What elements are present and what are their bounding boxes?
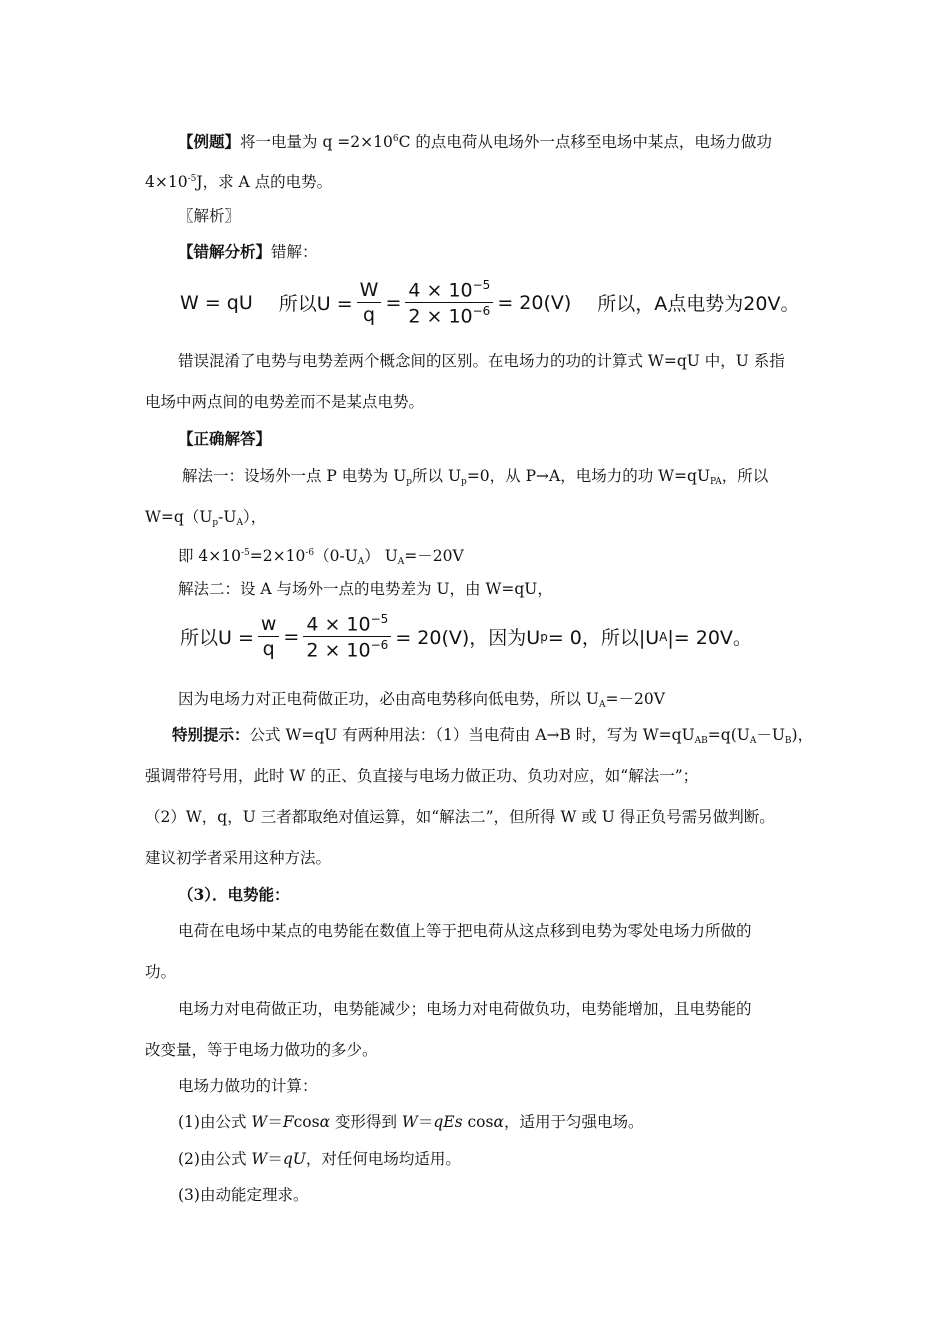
fraction-values-2: $\frac{4 \times 10^{-5}}{2 \times 10^{-6}}$ [303, 612, 391, 662]
fraction-w-over-q-2: $\frac{w}{q}$ [258, 613, 280, 660]
example-line-1: 【例题】将一电量为 $q =2\times 10^6C$ 的点电荷从电场外一点移至电场中某点，电场力做功 [178, 132, 772, 151]
special-tip-line-1: 特别提示：公式 W=qU 有两种用法：（1）当电荷由 A→B 时，写为 $W=qU_{AB}=q(U_A-U_B)$， [172, 725, 814, 746]
method2-line: 解法二：设 A 与场外一点的电势差为 U，由 W=qU， [178, 580, 553, 598]
wrong-solution-equation: W = qU 所以U = $\frac{W}{q}$ = $\frac{4 \times 10^{-5}}{2 \times 10^{-6}}$ = 20(V) 所以，A点电势为20V。 [180, 278, 800, 328]
example-title: 【例题】 [178, 132, 241, 151]
analysis-label: 〖解析〗 [178, 207, 241, 225]
fraction-values: $\frac{4 \times 10^{-5}}{2 \times 10^{-6}}$ [405, 278, 493, 328]
section3-change-line-2: 改变量，等于电场力做功的多少。 [145, 1041, 378, 1059]
example-line-2: $4\times 10^{-5}J$，求 A 点的电势。 [145, 173, 333, 191]
because-line: 因为电场力对正电荷做正功，必由高电势移向低电势，所以 $U_A=-20V$ [178, 690, 665, 710]
calc-title: 电场力做功的计算： [178, 1077, 318, 1095]
method1-line-1: 解法一：设场外一点 P 电势为 $U_p$所以 $U_p=0$，从 P→A，电场力的功 $W=qU_{PA}$，所以 [182, 467, 769, 487]
special-tip-line-3: （2）W，q，U 三者都取绝对值运算，如“解法二”，但所得 W 或 U 得正负号需另做判断。 [145, 808, 775, 826]
fraction-w-over-q: $\frac{W}{q}$ [357, 279, 382, 326]
calc-item-2: (2)由公式 W＝qU，对任何电场均适用。 [178, 1150, 461, 1168]
section3-title: （3）．电势能： [178, 885, 290, 904]
error-explain-line-1: 错误混淆了电势与电势差两个概念间的区别。在电场力的功的计算式 W=qU 中，U 系指 [178, 352, 785, 370]
error-analysis-line: 【错解分析】错解： [178, 242, 318, 261]
special-tip-line-4: 建议初学者采用这种方法。 [145, 849, 332, 867]
error-explain-line-2: 电场中两点间的电势差而不是某点电势。 [145, 393, 425, 411]
calc-item-1: (1)由公式 W＝Fcosα 变形得到 W＝qEs cosα，适用于匀强电场。 [178, 1113, 644, 1131]
method1-line-3: 即 $4\times 10^{-5}=2\times 10^{-6}(0-U_A)$ $U_A=-20V$ [178, 547, 464, 567]
section3-def-line-2: 功。 [145, 963, 177, 981]
special-tip-label: 特别提示： [172, 725, 250, 744]
method1-line-2: $W=q(U_p-U_A)$， [145, 508, 267, 528]
special-tip-line-2: 强调带符号用，此时 W 的正、负直接与电场力做正功、负功对应，如“解法一”； [145, 767, 699, 785]
correct-answer-label: 【正确解答】 [178, 429, 272, 448]
error-analysis-label: 【错解分析】 [178, 242, 272, 261]
correct-solution-equation: 所以U = $\frac{w}{q}$ = $\frac{4 \times 10^{-5}}{2 \times 10^{-6}}$ = 20(V)，因为U p = 0，所以|U A |= 20V。 [180, 612, 752, 662]
calc-item-3: (3)由动能定理求。 [178, 1186, 309, 1204]
section3-change-line-1: 电场力对电荷做正功，电势能减少；电场力对电荷做负功，电势能增加，且电势能的 [178, 1000, 752, 1018]
section3-def-line-1: 电荷在电场中某点的电势能在数值上等于把电荷从这点移到电势为零处电场力所做的 [178, 922, 752, 940]
